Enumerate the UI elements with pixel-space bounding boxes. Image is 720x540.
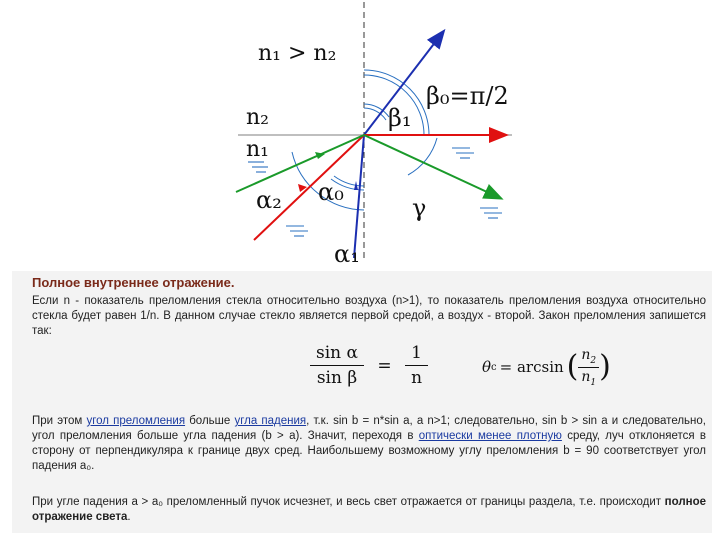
frac-num-sub: 2 <box>590 355 597 366</box>
label-n1: n₁ <box>246 137 269 162</box>
label-beta0: β₀=π/2 <box>426 82 509 110</box>
label-condition: n₁ > n₂ <box>258 41 337 66</box>
paragraph-refraction <box>32 414 706 474</box>
arcsin-text: = arcsin <box>499 358 564 377</box>
p2-text-3: , т.к. sin b = n*sin a, a n>1; следовательно, sin b > sin a и следовательно, угол преломления больше угла падения (b > a). Значит, переходя в <box>32 415 706 442</box>
frac-den-n: n <box>581 368 591 385</box>
p3-bold: полное отражение света <box>32 496 706 523</box>
link-incidence-angle[interactable]: угла падения <box>234 415 307 427</box>
green-reflected-ray <box>364 135 500 198</box>
frac-num-n: n <box>581 347 591 363</box>
p2-text-2: больше <box>185 415 235 427</box>
formula-num-right: 1 <box>405 343 428 366</box>
label-n2: n₂ <box>246 105 269 130</box>
formula-equals: = <box>377 355 392 376</box>
formula-den-left: sin β <box>316 368 358 388</box>
theta-sub: c <box>491 361 497 373</box>
paragraph-intro: Если n - показатель преломления стекла относительно воздуха (n>1), то показатель преломления воздуха относительно стекла будет равен 1/n. В данном случае стекло является первой средой, а воздух - второй. Закон преломления запишется так: <box>32 295 706 337</box>
label-gamma: γ <box>412 194 427 222</box>
formula-num-left: sin α <box>310 343 364 366</box>
p3-text-1: При угле падения a > a₀ преломленный пучок исчезнет, и весь свет отражается от границы раздела, т.е. происходит <box>32 496 665 508</box>
document-panel <box>12 271 712 533</box>
formula-den-right: n <box>411 368 423 388</box>
p2-text-4: среду, луч отклоняется в сторону от перпендикуляра к границе двух сред. Наибольшему возможному углу преломления b = 90 соответствует угол падения a₀. <box>32 430 706 472</box>
label-alpha2: α₂ <box>256 186 282 214</box>
link-less-dense[interactable]: оптически менее плотную <box>418 430 562 442</box>
label-alpha1: α₁ <box>334 240 360 268</box>
water-hatching <box>248 148 502 236</box>
link-refraction-angle[interactable]: угол преломления <box>86 415 186 427</box>
p3-text-2: . <box>127 511 131 523</box>
frac-den-sub: 1 <box>590 377 597 388</box>
critical-angle-formula: θ c = arcsin ( $\frac{n_2}{n_1}$ ) <box>482 347 611 388</box>
label-alpha0: α₀ <box>318 178 344 206</box>
snell-formula <box>310 343 428 388</box>
label-beta1: β₁ <box>388 104 412 132</box>
p2-text-1: При этом <box>32 415 87 427</box>
section-heading: Полное внутреннее отражение. <box>32 275 235 290</box>
paragraph-total-reflection <box>32 495 706 525</box>
theta-symbol: θ <box>482 358 492 377</box>
